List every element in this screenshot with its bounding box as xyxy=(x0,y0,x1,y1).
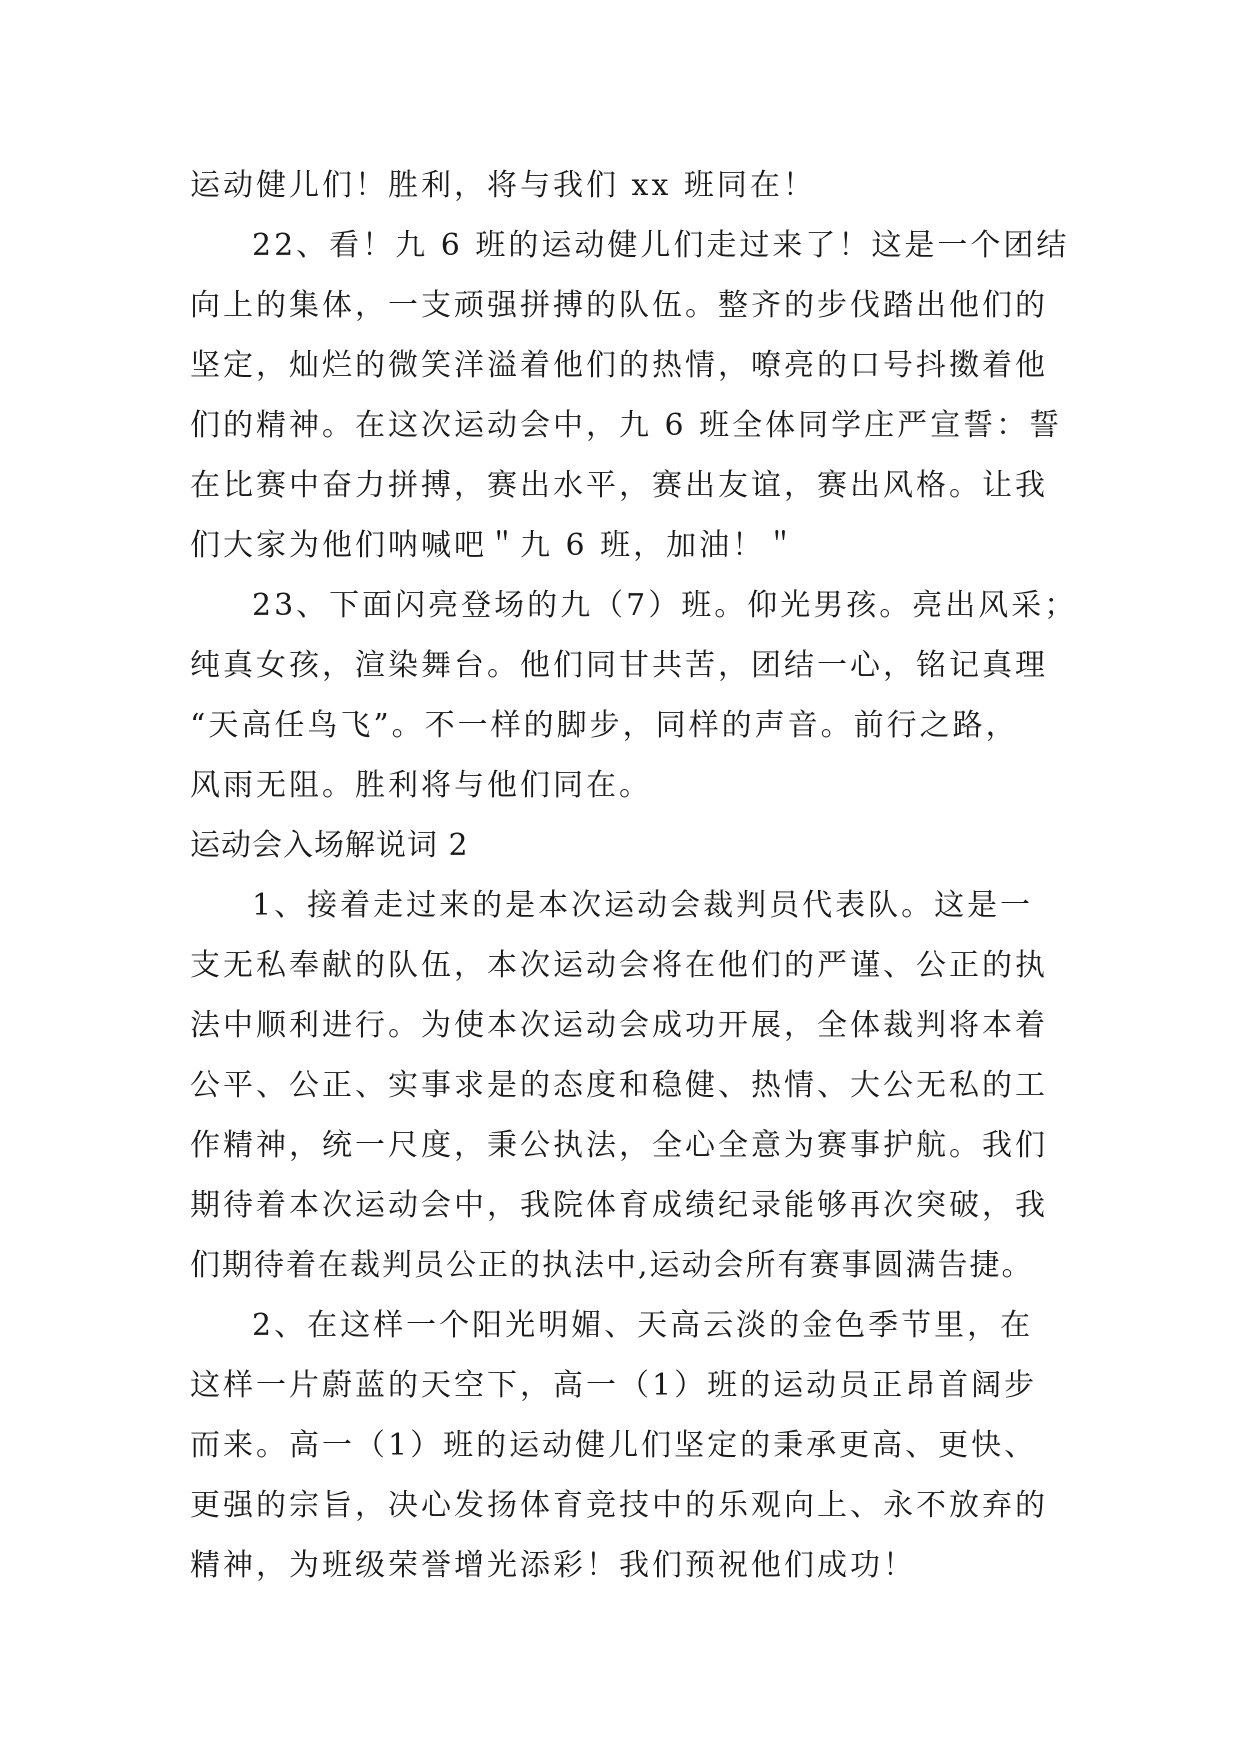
text-line: 更强的宗旨，决心发扬体育竞技中的乐观向上、永不放弃的 xyxy=(190,1488,1048,1523)
paragraph-1-first-line: 1、接着走过来的是本次运动会裁判员代表队。这是一 xyxy=(252,888,1034,923)
section-heading: 运动会入场解说词 2 xyxy=(190,828,469,863)
text-line: 支无私奉献的队伍，本次运动会将在他们的严谨、公正的执 xyxy=(190,948,1048,983)
text-line: 公平、公正、实事求是的态度和稳健、热情、大公无私的工 xyxy=(190,1068,1048,1103)
text-line: 向上的集体，一支顽强拼搏的队伍。整齐的步伐踏出他们的 xyxy=(190,288,1048,323)
text-line: 作精神，统一尺度，秉公执法，全心全意为赛事护航。我们 xyxy=(190,1128,1048,1163)
text-line: “天高任鸟飞”。不一样的脚步，同样的声音。前行之路， xyxy=(190,708,1019,743)
text-line: 而来。高一（1）班的运动健儿们坚定的秉承更高、更快、 xyxy=(190,1428,1038,1463)
paragraph-22-first-line: 22、看！九 6 班的运动健儿们走过来了！这是一个团结 xyxy=(252,228,1070,263)
text-line: 法中顺利进行。为使本次运动会成功开展，全体裁判将本着 xyxy=(190,1008,1048,1043)
text-line: 精神，为班级荣誉增光添彩！我们预祝他们成功！ xyxy=(190,1548,916,1583)
text-line: 们大家为他们呐喊吧＂九 6 班，加油！＂ xyxy=(190,528,799,563)
text-line: 运动健儿们！胜利，将与我们 xx 班同在！ xyxy=(190,168,816,203)
paragraph-2-first-line: 2、在这样一个阳光明媚、天高云淡的金色季节里，在 xyxy=(252,1308,1034,1343)
text-line: 纯真女孩，渲染舞台。他们同甘共苦，团结一心，铭记真理 xyxy=(190,648,1048,683)
text-line: 期待着本次运动会中，我院体育成绩纪录能够再次突破，我 xyxy=(190,1188,1048,1223)
text-line: 风雨无阻。胜利将与他们同在。 xyxy=(190,768,652,803)
text-line: 坚定，灿烂的微笑洋溢着他们的热情，嘹亮的口号抖擞着他 xyxy=(190,348,1048,383)
paragraph-23-first-line: 23、下面闪亮登场的九（7）班。仰光男孩。亮出风采； xyxy=(252,588,1078,623)
text-line: 们期待着在裁判员公正的执法中,运动会所有赛事圆满告捷。 xyxy=(190,1248,1034,1283)
text-line: 这样一片蔚蓝的天空下，高一（1）班的运动员正昂首阔步 xyxy=(190,1368,1038,1403)
text-line: 在比赛中奋力拼搏，赛出水平，赛出友谊，赛出风格。让我 xyxy=(190,468,1048,503)
text-line: 们的精神。在这次运动会中，九 6 班全体同学庄严宣誓：誓 xyxy=(190,408,1063,443)
